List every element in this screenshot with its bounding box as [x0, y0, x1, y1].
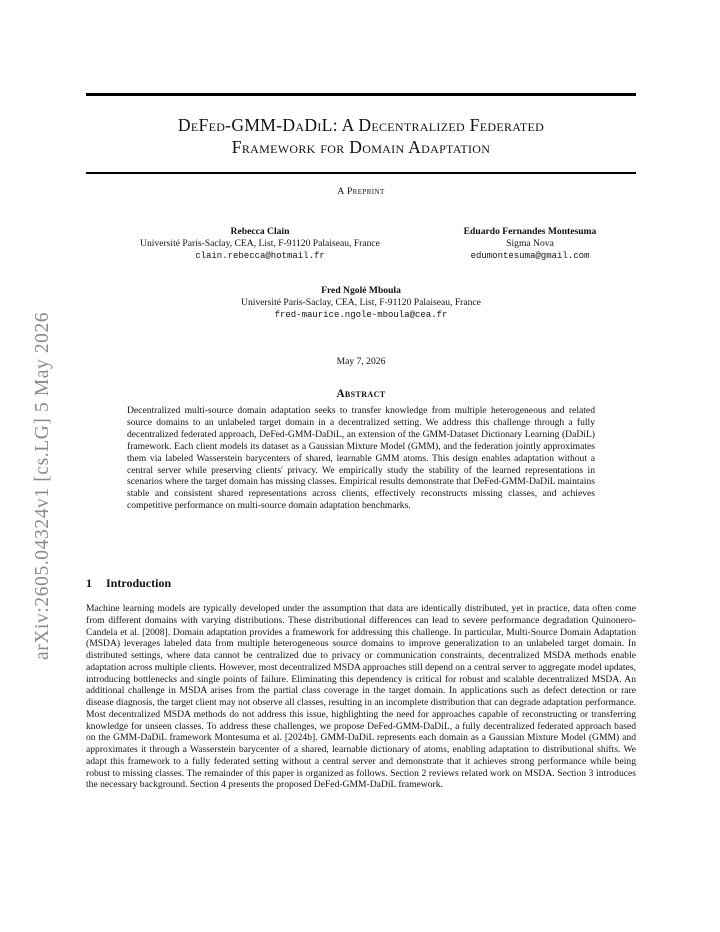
author-affiliation: Sigma Nova: [506, 238, 554, 249]
publication-date: May 7, 2026: [336, 356, 386, 367]
author-email[interactable]: fred-maurice.ngole-mboula@cea.fr: [274, 310, 448, 320]
author-name: Rebecca Clain: [230, 226, 290, 237]
author-name: Fred Ngolè Mboula: [321, 285, 401, 296]
author-affiliation: Université Paris-Saclay, CEA, List, F-91120 Palaiseau, France: [241, 297, 481, 308]
author-affiliation: Université Paris-Saclay, CEA, List, F-91120 Palaiseau, France: [140, 238, 380, 249]
arxiv-stamp: [12, 240, 52, 660]
author-block-1: [100, 226, 420, 262]
author-name: Eduardo Fernandes Montesuma: [463, 226, 597, 237]
title-top-rule: [86, 93, 636, 96]
author-block-3: [186, 285, 536, 321]
section-heading: [86, 576, 171, 591]
paper-title-line-1: DeFed-GMM-DaDiL: A Decentralized Federated: [177, 115, 545, 135]
section-body-text: Machine learning models are typically developed under the assumption that data are identically distributed, yet in practice, data often come from different domains with varying distributions. These distributional differences can lead to severe performance degradation Quinonero-Candela et al. [2008]. Domain adaptation provides a framework for addressing this challenge. In particular, Multi-Source Domain Adaptation (MSDA) leverages labeled data from multiple heterogeneous source domains to improve generalization to an unlabeled target domain. In distributed settings, where data cannot be centralized due to privacy or communication constraints, decentralized MSDA methods enable adaptation across multiple clients. However, most decentralized MSDA approaches still depend on a central server to aggregate model updates, introducing bottlenecks and single points of failure. Eliminating this dependency is critical for robust and scalable decentralized MSDA. An additional challenge in MSDA arises from the partial class coverage in the target domain. In applications such as defect detection or rare disease diagnosis, the target client may not observe all classes, resulting in an incomplete distribution that can degrade adaptation performance. Most decentralized MSDA methods do not address this issue, highlighting the need for approaches capable of reconstructing or transferring knowledge for unseen classes. To address these challenges, we propose DeFed-GMM-DaDiL, a fully decentralized federated approach based on the GMM-DaDiL framework Montesuma et al. [2024b]. GMM-DaDiL represents each domain as a Gaussian Mixture Model (GMM) and approximates it through a Wasserstein barycenter of a shared, learnable dictionary of atoms, enabling adaptation to distributional shifts. We adapt this framework to a fully federated setting without a central server and demonstrate that it achieves strong performance while being robust to missing classes. The remainder of this paper is organized as follows. Section 2 reviews related work on MSDA. Section 3 introduces the necessary background. Section 4 presents the proposed DeFed-GMM-DaDiL framework.: [86, 603, 636, 791]
arxiv-identifier: arXiv:2605.04324v1 [cs.LG] 5 May 2026: [32, 311, 53, 660]
author-email[interactable]: edumontesuma@gmail.com: [470, 251, 590, 261]
paper-title-line-2: Framework for Domain Adaptation: [231, 137, 491, 157]
abstract-heading: Abstract: [336, 388, 386, 400]
author-block-2: [430, 226, 630, 262]
section-number: 1: [86, 576, 92, 590]
author-email[interactable]: clain.rebecca@hotmail.fr: [195, 251, 325, 261]
preprint-label: A Preprint: [337, 186, 385, 197]
title-bottom-rule: [86, 172, 636, 174]
paper-title: [86, 114, 636, 158]
abstract-text: Decentralized multi-source domain adaptation seeks to transfer knowledge from multiple heterogeneous and related source domains to an unlabeled target domain in a decentralized setting. We address this challenge through a fully decentralized federated approach, DeFed-GMM-DaDiL, an extension of the GMM-Dataset Dictionary Learning (DaDiL) framework. Each client models its dataset as a Gaussian Mixture Model (GMM), and the federation jointly approximates them via labeled Wasserstein barycenters of shared, learnable GMM atoms. This design enables adaptation without a central server while preserving clients' privacy. We empirically study the stability of the learned representations in scenarios where the target domain has missing classes. Empirical results demonstrate that DeFed-GMM-DaDiL maintains stable and consistent shared representations across clients, effectively reconstructs missing classes, and achieves competitive performance on multi-source domain adaptation benchmarks.: [127, 405, 595, 512]
section-title: Introduction: [106, 576, 172, 590]
